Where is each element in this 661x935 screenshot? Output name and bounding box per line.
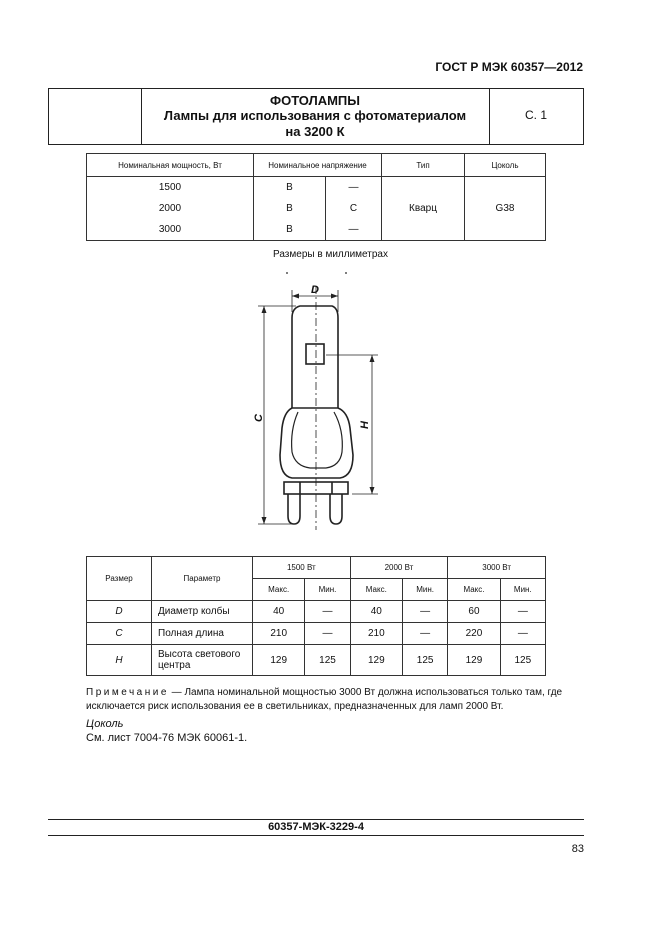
power-value: 1500: [87, 177, 254, 199]
cell-value: —: [402, 601, 447, 623]
cell-value: 125: [305, 645, 350, 676]
cell-value: 60: [448, 601, 500, 623]
type-value: Кварц: [382, 177, 465, 241]
label-c: C: [253, 414, 265, 422]
cell-value: 129: [448, 645, 500, 676]
right-pin: [330, 494, 342, 524]
size-symbol: H: [87, 645, 152, 676]
size-symbol: D: [87, 601, 152, 623]
cell-value: 40: [350, 601, 402, 623]
bulb-outline: [292, 306, 338, 408]
col-header-base: Цоколь: [465, 154, 546, 177]
col-header-min: Мин.: [402, 579, 447, 601]
cell-value: 125: [500, 645, 545, 676]
voltage-value: В: [254, 219, 326, 241]
cell-value: 129: [253, 645, 305, 676]
group-header-2000: 2000 Вт: [350, 557, 448, 579]
header-title: ФОТОЛАМПЫ: [269, 93, 361, 108]
col-header-min: Мин.: [500, 579, 545, 601]
cell-value: 210: [253, 623, 305, 645]
d-arrow-left: [292, 294, 299, 299]
cell-value: —: [500, 601, 545, 623]
voltage-value: В: [254, 177, 326, 199]
voltage-value: В: [254, 198, 326, 219]
col-header-max: Макс.: [253, 579, 305, 601]
param-name: Полная длина: [152, 623, 253, 645]
dimensions-table: [86, 556, 546, 676]
col-header-power: Номинальная мощность, Вт: [87, 154, 254, 177]
mark-value: С: [326, 198, 382, 219]
section-mark-dot: [286, 272, 288, 274]
col-header-size: Размер: [87, 557, 152, 601]
c-arrow-bottom: [262, 517, 267, 524]
note-paragraph: [86, 686, 586, 714]
cell-value: 210: [350, 623, 402, 645]
cell-value: —: [402, 623, 447, 645]
param-name: Высота светового центра: [152, 645, 253, 676]
table-row: [87, 645, 546, 676]
group-header-3000: 3000 Вт: [448, 557, 546, 579]
sheet-number: С. 1: [524, 108, 547, 122]
cell-value: 129: [350, 645, 402, 676]
power-value: 3000: [87, 219, 254, 241]
mark-value: —: [326, 219, 382, 241]
table-row: [87, 623, 546, 645]
header-subtitle-line2: на 3200 К: [285, 124, 345, 139]
h-arrow-top: [370, 355, 375, 362]
cell-value: —: [305, 623, 350, 645]
size-symbol: C: [87, 623, 152, 645]
d-arrow-right: [331, 294, 338, 299]
section-mark-dot: [345, 272, 347, 274]
note-label: Примечание: [86, 687, 169, 698]
group-header-1500: 1500 Вт: [253, 557, 351, 579]
header-subtitle-line1: Лампы для использования с фотоматериалом: [163, 108, 467, 123]
standard-reference: ГОСТ Р МЭК 60357—2012: [435, 60, 583, 74]
cell-value: —: [305, 601, 350, 623]
label-d: D: [311, 284, 319, 296]
page-number: 83: [571, 843, 584, 855]
base-section-title: Цоколь: [86, 718, 124, 730]
left-pin: [288, 494, 300, 524]
h-arrow-bottom: [370, 487, 375, 494]
base-value: G38: [465, 177, 546, 241]
col-header-voltage: Номинальное напряжение: [254, 154, 382, 177]
power-value: 2000: [87, 198, 254, 219]
col-header-min: Мин.: [305, 579, 350, 601]
table-row: [87, 601, 546, 623]
drawing-caption: Размеры в миллиметрах: [273, 249, 388, 260]
footer-code: 60357-МЭК-3229-4: [48, 819, 584, 836]
base-section-text: См. лист 7004-76 МЭК 60061-1.: [86, 732, 248, 744]
col-header-param: Параметр: [152, 557, 253, 601]
label-h: H: [359, 421, 371, 429]
cell-value: 220: [448, 623, 500, 645]
mark-value: —: [326, 177, 382, 199]
cell-value: 125: [402, 645, 447, 676]
param-name: Диаметр колбы: [152, 601, 253, 623]
base-inner-contour: [292, 412, 343, 468]
col-header-max: Макс.: [448, 579, 500, 601]
c-arrow-top: [262, 306, 267, 313]
cell-value: —: [500, 623, 545, 645]
filament-square: [306, 344, 324, 364]
cell-value: 40: [253, 601, 305, 623]
note-text: — Лампа номинальной мощностью 3000 Вт должна использоваться только там, где исключается риск использования ее в светильниках, предназначенных для ламп 2000 Вт.: [86, 687, 563, 712]
col-header-max: Макс.: [350, 579, 402, 601]
col-header-type: Тип: [382, 154, 465, 177]
